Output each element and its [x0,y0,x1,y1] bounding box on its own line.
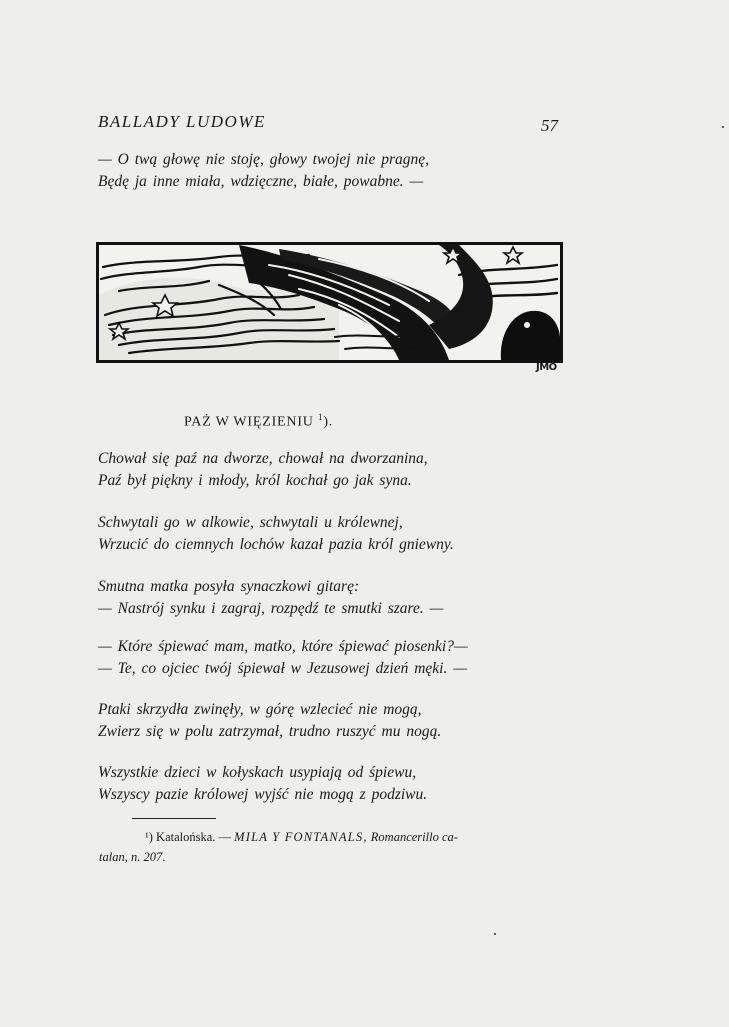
verse-line: — O twą głowę nie stoję, głowy twojej nie pragnę, [98,151,429,168]
stanza-4 [98,636,578,680]
footnote-end: . [162,850,166,864]
footnote-page-ref: n. 207 [130,850,163,864]
poem-title-end: ). [323,414,334,430]
footnote-work: Romancerillo ca- [367,830,458,844]
verse-line: — Te, co ojciec twój śpiewał w Jezusowej dzień męki. — [98,660,467,677]
page-number: 57 [541,116,558,135]
verse-line: Wszyscy pazie królowej wyjść nie mogą z podziwu. [98,786,428,803]
verse-line: — Nastrój synku i zagraj, rozpędź te smutki szare. — [98,600,444,617]
footnote-author: MILA Y FONTANALS, [234,830,368,844]
footnote-reference: 1 [318,412,324,422]
footnote-text: Katalońska. — [152,830,235,844]
verse-line: Chował się paź na dworze, chował na dworzanina, [98,450,428,467]
paper-speck [494,933,496,935]
verse-line: — Które śpiewać mam, matko, które śpiewać piosenki?— [98,638,468,655]
stanza-3 [98,576,578,620]
previous-poem-ending [98,149,578,193]
stanza-6 [98,762,578,806]
stanza-2 [98,512,578,556]
footnote-mark: ¹) [145,830,153,844]
stanza-1 [98,448,578,492]
verse-line: Zwierz się w polu zatrzymał, trudno ruszyć mu nogą. [98,723,442,740]
woodcut-illustration [96,242,563,363]
verse-line: Będę ja inne miała, wdzięczne, białe, powabne. — [98,173,424,190]
poem-title [184,412,333,431]
verse-line: Wrzucić do ciemnych lochów kazał pazia król gniewny. [98,536,454,553]
woodcut-landscape-image [99,245,560,360]
verse-line: Paź był piękny i młody, król kochał go jak syna. [98,472,412,489]
verse-line: Wszystkie dzieci w kołyskach usypiają od śpiewu, [98,764,417,781]
footnote-sep: , [124,850,131,864]
poem-title-text: PAŻ W WIĘZIENIU [184,414,314,430]
stanza-5 [98,699,578,743]
verse-line: Smutna matka posyła synaczkowi gitarę: [98,578,360,595]
verse-line: Schwytali go w alkowie, schwytali u królewnej, [98,514,403,531]
footnote [99,827,569,867]
artist-signature: JMO [536,362,557,373]
footnote-work-cont: talan [99,850,125,864]
paper-speck [722,126,724,128]
verse-line: Ptaki skrzydła zwinęły, w górę wzlecieć nie mogą, [98,701,422,718]
footnote-divider [132,818,216,819]
running-title: BALLADY LUDOWE [98,112,266,131]
